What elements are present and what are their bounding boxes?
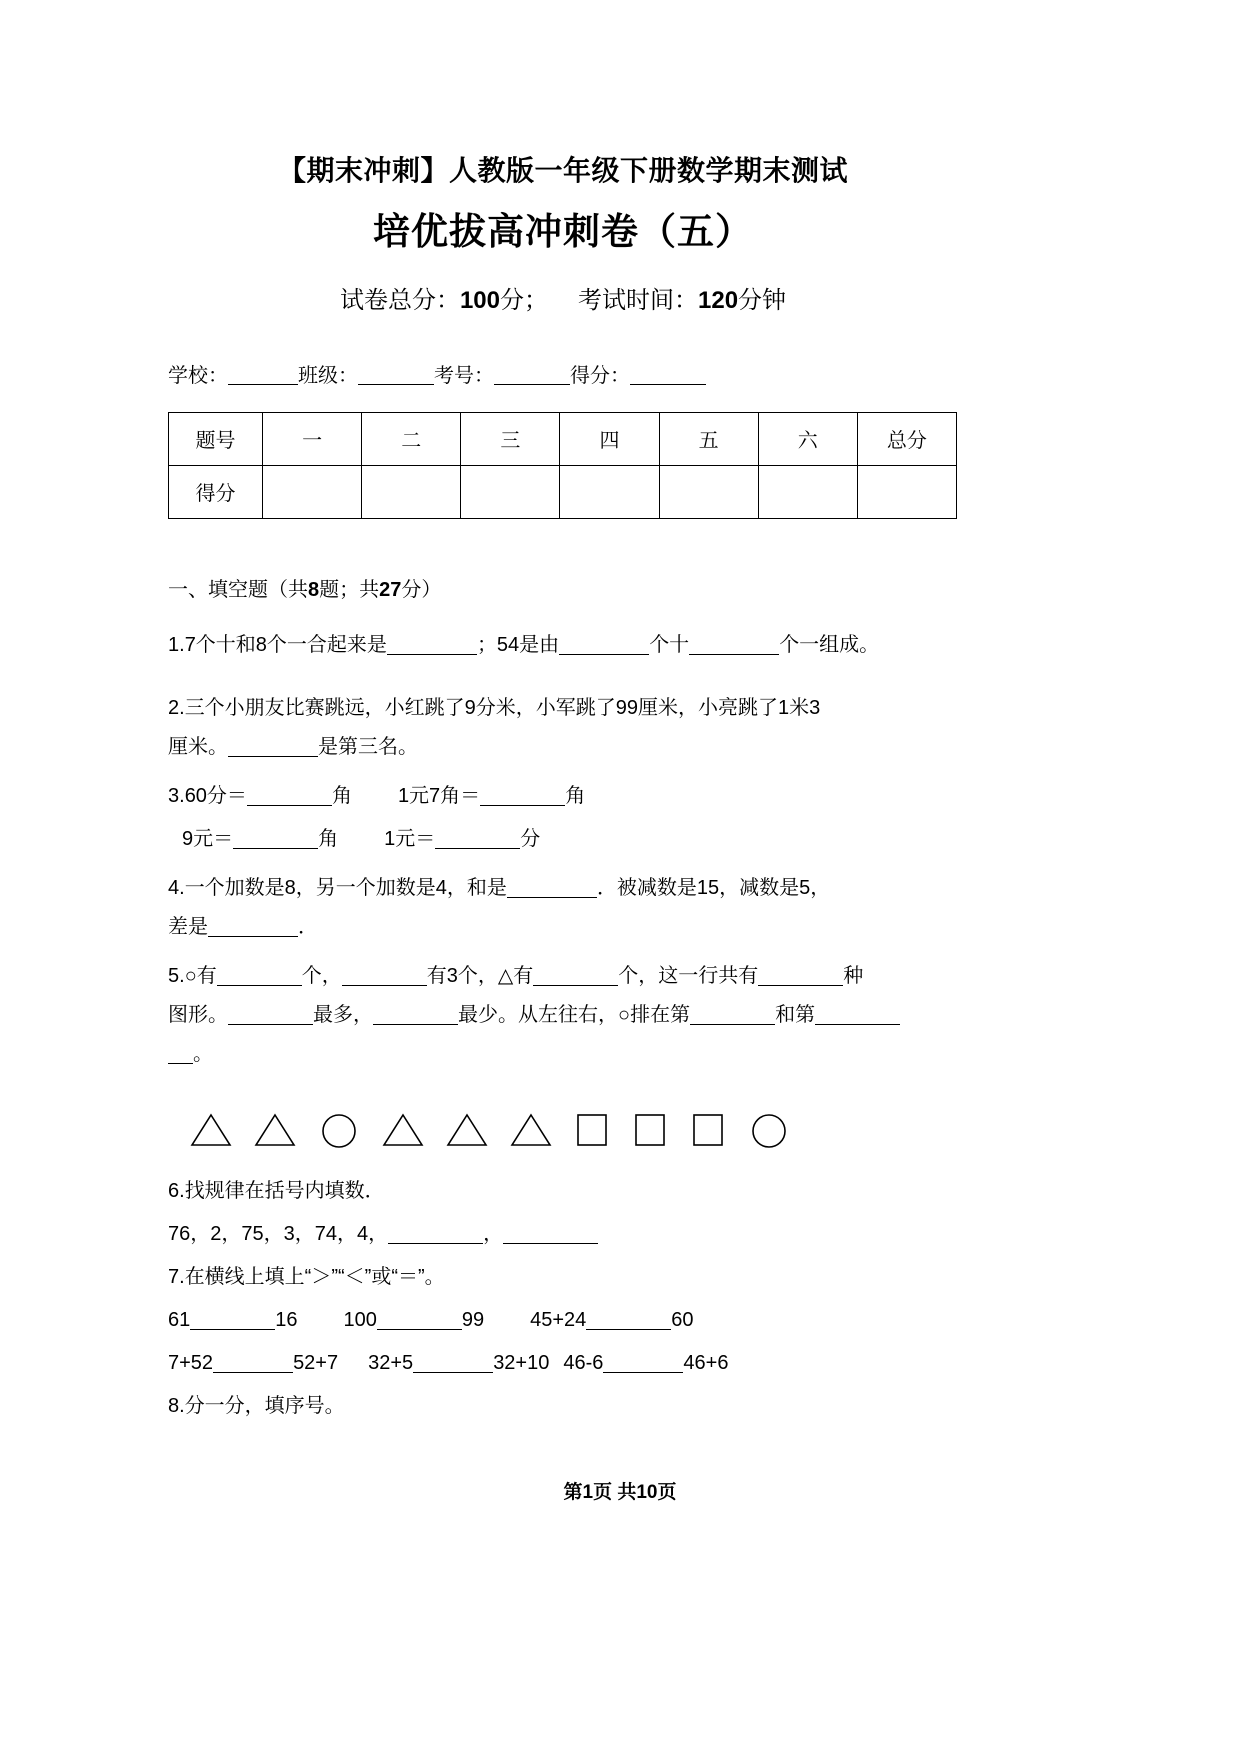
circle-icon <box>748 1112 790 1148</box>
class-blank[interactable] <box>358 384 434 385</box>
page-content <box>168 0 958 1426</box>
q6-blank-2[interactable] <box>503 1243 598 1244</box>
triangle-icon <box>254 1112 296 1148</box>
question-6-sequence <box>168 1215 958 1254</box>
q4-text-4: ． <box>298 915 318 938</box>
col-header-total: 总分 <box>857 412 956 465</box>
q2-text-1: 三个小朋友比赛跳远，小红跳了9分米，小军跳了99厘米，小亮跳了1米3 <box>184 696 821 719</box>
q6-text-1: 找规律在括号内填数． <box>184 1179 385 1202</box>
q7-text-1: 在横线上填上“＞”“＜”或“＝”。 <box>184 1265 445 1288</box>
q3-line2-text-a: 9元＝ <box>182 827 234 850</box>
question-7 <box>168 1258 958 1297</box>
q5-text-3: 有3个，△有 <box>426 964 534 987</box>
q7-r1-blank-2[interactable] <box>377 1329 462 1330</box>
question-4 <box>168 869 958 947</box>
q1-number: 1. <box>168 633 185 656</box>
square-icon <box>632 1112 668 1148</box>
q4-text-1: 一个加数是8，另一个加数是4，和是 <box>184 876 507 899</box>
section-index: 一、 <box>168 578 208 601</box>
q3-blank-4[interactable] <box>435 848 520 849</box>
q3-line1-text-c: 1元7角＝ <box>397 784 481 807</box>
page-title-line1: 【期末冲刺】人教版一年级下册数学期末测试 <box>277 155 848 186</box>
q7-r2-right-1: 52+7 <box>293 1351 339 1374</box>
class-field[interactable] <box>298 359 434 388</box>
q7-number: 7. <box>168 1265 185 1288</box>
section-name: 填空题 <box>208 578 268 601</box>
q4-blank-2[interactable] <box>208 936 298 937</box>
q6-sequence: 76，2，75，3，74，4， <box>168 1222 389 1245</box>
question-5 <box>168 957 958 1074</box>
q3-blank-1[interactable] <box>247 805 332 806</box>
q5-text-2: 个， <box>301 964 342 987</box>
question-3-line2 <box>168 820 958 859</box>
circle-icon <box>318 1112 360 1148</box>
question-1 <box>168 626 958 665</box>
triangle-icon <box>446 1112 488 1148</box>
score-cell-4[interactable] <box>560 465 659 518</box>
q6-number: 6. <box>168 1179 185 1202</box>
exam-no-label: 考号： <box>434 364 494 387</box>
score-table <box>168 412 957 519</box>
q6-blank-1[interactable] <box>388 1243 483 1244</box>
question-3 <box>168 777 958 816</box>
q3-blank-2[interactable] <box>480 805 565 806</box>
q7-r1-left-1: 61 <box>168 1308 191 1331</box>
q5-blank-7[interactable] <box>690 1024 775 1025</box>
q7-r2-left-2: 32+5 <box>368 1351 414 1374</box>
q5-blank-3[interactable] <box>533 985 618 986</box>
col-header-2: 二 <box>362 412 461 465</box>
q7-r1-blank-3[interactable] <box>586 1329 671 1330</box>
q3-line2-text-b: 角 <box>318 827 339 850</box>
section-count-mid: 题；共 <box>319 578 380 601</box>
q7-r2-left-3: 46-6 <box>563 1351 604 1374</box>
score-cell-1[interactable] <box>263 465 362 518</box>
q4-blank-1[interactable] <box>507 897 597 898</box>
q3-blank-3[interactable] <box>233 848 318 849</box>
q2-number: 2. <box>168 696 185 719</box>
triangle-icon <box>382 1112 424 1148</box>
exam-no-blank[interactable] <box>494 384 570 385</box>
col-header-6: 六 <box>758 412 857 465</box>
q3-line2-text-d: 分 <box>520 827 541 850</box>
q1-text-1: 7个十和8个一合起来是 <box>184 633 387 656</box>
q4-text-2: ．被减数是15，减数是5， <box>596 876 831 899</box>
q7-r2-right-3: 46+6 <box>683 1351 729 1374</box>
q7-r1-left-2: 100 <box>343 1308 377 1331</box>
total-score-unit: 分； <box>500 286 548 314</box>
q8-number: 8. <box>168 1394 185 1417</box>
total-score-value: 100 <box>459 286 500 314</box>
q5-text-9: 和第 <box>775 1003 816 1026</box>
row-label-question-no: 题号 <box>169 412 263 465</box>
time-unit: 分钟 <box>738 286 787 314</box>
q5-blank-5[interactable] <box>228 1024 313 1025</box>
q5-text-8: 最少。从左往右，○排在第 <box>458 1003 691 1026</box>
q7-r1-right-1: 16 <box>275 1308 298 1331</box>
q5-text-5: 种 <box>843 964 864 987</box>
q7-r2-blank-3[interactable] <box>603 1372 683 1373</box>
q5-text-4: 个，这一行共有 <box>618 964 759 987</box>
time-label: 考试时间： <box>578 286 698 314</box>
class-label: 班级： <box>298 364 358 387</box>
page-footer: 第1页 共10页 <box>563 1482 677 1503</box>
q3-line1-text-a: 60分＝ <box>184 784 247 807</box>
row-label-score: 得分 <box>169 465 263 518</box>
q4-number: 4. <box>168 876 185 899</box>
exam-no-field[interactable] <box>434 359 570 388</box>
score-cell-total[interactable] <box>857 465 956 518</box>
table-row-score <box>169 465 957 518</box>
q7-r1-left-3: 45+24 <box>530 1308 587 1331</box>
question-8 <box>168 1387 958 1426</box>
triangle-icon <box>510 1112 552 1148</box>
col-header-3: 三 <box>461 412 560 465</box>
question-7-row-1 <box>168 1301 958 1340</box>
q7-r1-blank-1[interactable] <box>190 1329 275 1330</box>
q7-r2-blank-1[interactable] <box>213 1372 293 1373</box>
q5-blank-6[interactable] <box>373 1024 458 1025</box>
total-score-label: 试卷总分： <box>339 286 460 314</box>
table-row-header <box>169 412 957 465</box>
q5-text-6: 图形。 <box>168 1003 228 1026</box>
section-count-prefix: （共 <box>268 578 308 601</box>
q3-line2-text-c: 1元＝ <box>384 827 436 850</box>
section-points: 27 <box>379 578 402 601</box>
q5-text-1: ○有 <box>184 964 217 987</box>
q1-blank-3[interactable] <box>689 654 779 655</box>
section-heading-fill-in-blanks <box>168 573 958 602</box>
q3-line1-text-d: 角 <box>565 784 586 807</box>
q8-text-1: 分一分，填序号。 <box>184 1394 345 1417</box>
q1-blank-1[interactable] <box>387 654 477 655</box>
triangle-icon <box>190 1112 232 1148</box>
q7-r2-right-2: 32+10 <box>493 1351 550 1374</box>
score-cell-5[interactable] <box>659 465 758 518</box>
q3-line1-text-b: 角 <box>331 784 352 807</box>
score-field[interactable] <box>570 359 706 388</box>
q5-shape-row <box>190 1096 958 1148</box>
col-header-1: 一 <box>263 412 362 465</box>
score-label: 得分： <box>570 364 630 387</box>
student-info-line <box>168 359 958 388</box>
score-cell-6[interactable] <box>758 465 857 518</box>
q5-blank-8-cont[interactable] <box>168 1063 193 1064</box>
page-title-line2: 培优拔高冲刺卷（五） <box>373 210 753 252</box>
q5-text-7: 最多， <box>313 1003 373 1026</box>
q7-r1-right-3: 60 <box>671 1308 694 1331</box>
square-icon <box>574 1112 610 1148</box>
q2-text-3: 是第三名。 <box>318 735 418 758</box>
score-cell-2[interactable] <box>362 465 461 518</box>
exam-meta-line <box>168 280 958 315</box>
school-field[interactable] <box>168 359 298 388</box>
q5-blank-2[interactable] <box>342 985 427 986</box>
col-header-4: 四 <box>560 412 659 465</box>
col-header-5: 五 <box>659 412 758 465</box>
q2-blank-1[interactable] <box>228 756 318 757</box>
q2-text-2: 厘米。 <box>168 735 228 758</box>
square-icon <box>690 1112 726 1148</box>
q5-blank-1[interactable] <box>217 985 302 986</box>
school-blank[interactable] <box>228 384 298 385</box>
section-count: 8 <box>308 578 320 601</box>
question-6 <box>168 1172 958 1211</box>
q6-separator: ， <box>483 1222 504 1245</box>
q4-text-3: 差是 <box>168 915 208 938</box>
question-7-row-2 <box>168 1344 958 1383</box>
question-2 <box>168 689 958 767</box>
score-blank[interactable] <box>630 384 706 385</box>
q5-blank-8[interactable] <box>815 1024 900 1025</box>
q3-number: 3. <box>168 784 185 807</box>
score-cell-3[interactable] <box>461 465 560 518</box>
time-value: 120 <box>698 286 739 314</box>
q5-text-10: 。 <box>193 1042 213 1065</box>
q1-text-4: 个一组成。 <box>779 633 880 656</box>
q1-text-2: ；54是由 <box>476 633 560 656</box>
q1-text-3: 个十 <box>649 633 690 656</box>
q7-r2-blank-2[interactable] <box>413 1372 493 1373</box>
q5-blank-4[interactable] <box>758 985 843 986</box>
q5-number: 5. <box>168 964 185 987</box>
q7-r2-left-1: 7+52 <box>168 1351 214 1374</box>
section-count-suffix: 分） <box>401 578 442 601</box>
q1-blank-2[interactable] <box>559 654 649 655</box>
q7-r1-right-2: 99 <box>461 1308 485 1331</box>
school-label: 学校： <box>168 364 228 387</box>
